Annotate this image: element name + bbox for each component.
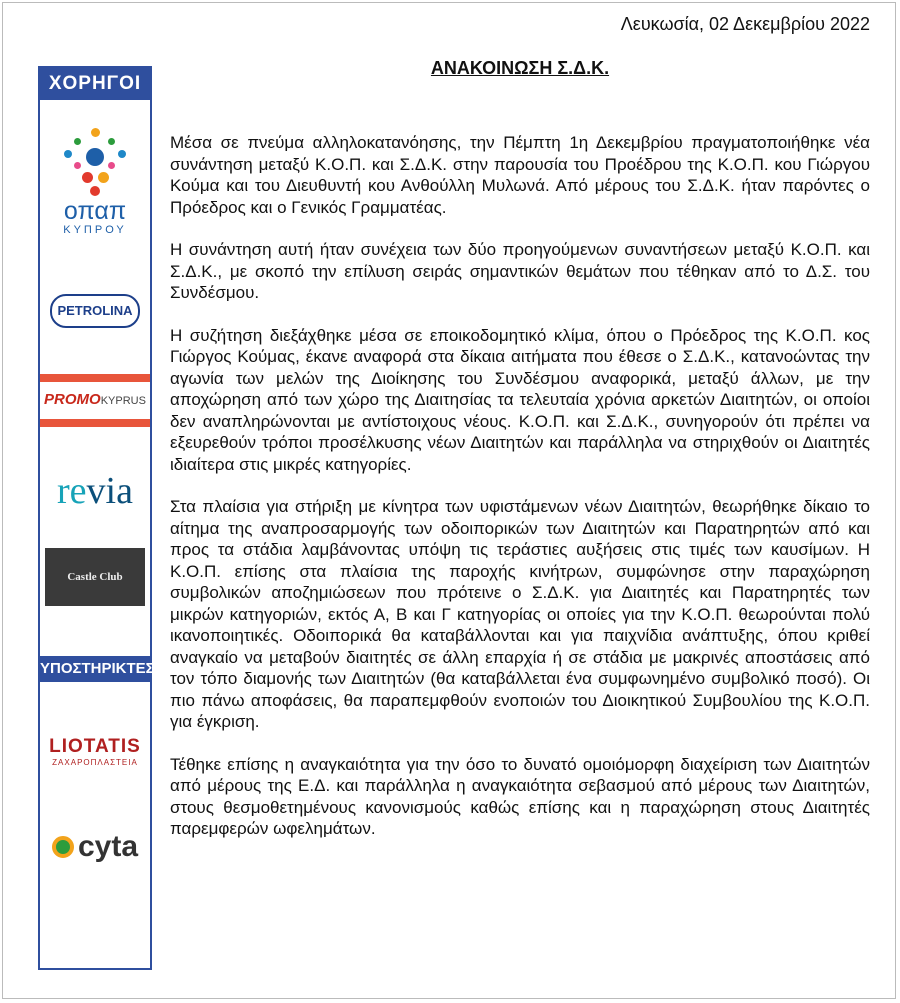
promo-bar-bottom: [40, 419, 150, 427]
revia-logo: [40, 468, 150, 518]
opap-subtitle: ΚΥΠΡΟΥ: [63, 224, 127, 236]
document-title: ΑΝΑΚΟΙΝΩΣΗ Σ.Δ.Κ.: [430, 58, 610, 78]
liotatis-wordmark: LIOTATIS: [49, 736, 141, 757]
opap-wordmark: οπαπ: [63, 197, 127, 225]
liotatis-logo: [40, 736, 150, 776]
paragraph: Η συνάντηση αυτή ήταν συνέχεια των δύο προηγούμενων συναντήσεων μεταξύ Κ.Ο.Π. και Σ.Δ.Κ., με σκοπό την επίλυση σειράς σημαντικών θεμάτων που τέθηκαν από το Δ.Σ. του Συνδέσμου.: [170, 240, 870, 302]
sponsors-heading: ΧΟΡΗΓΟΙ: [40, 68, 150, 100]
promo-bar-top: [40, 374, 150, 382]
petrolina-logo: [40, 294, 150, 340]
announcement-body: [170, 132, 870, 861]
castle-club-logo: [40, 548, 150, 608]
cyta-mark-icon: [52, 836, 74, 858]
revia-part-a: re: [57, 470, 87, 512]
paragraph: Τέθηκε επίσης η αναγκαιότητα για την όσο το δυνατό ομοιόμορφη διαχείριση των Διαιτητών από μέρους της Ε.Δ. και παράλληλα η αναγκαιότητα σεβασμού από μέρους των Διαιτητών, στους θεσμοθετημένους κανονισμούς καθώς επίσης και η παραχώρηση στους Διαιτητές παρεμφερών ωφελημάτων.: [170, 754, 870, 838]
promo-suffix: KYPRUS: [100, 395, 146, 407]
paragraph: Η συζήτηση διεξάχθηκε μέσα σε εποικοδομητικό κλίμα, όπου ο Πρόεδρος της Κ.Ο.Π. κος Γιώργος Κούμας, έκανε αναφορά στα δίκαια αιτήματα που έθεσε ο Σ.Δ.Κ., κατανοώντας την αγωνία των μελών της Διοίκησης του Συνδέσμου αναφορικά, μεταξύ άλλων, με την αποχώρηση από των χώρο της Διαιτησίας τα τελευταία χρόνια αρκετών Διαιτητών, οι οποίοι δεν αναπληρώνονται με αντίστοιχους νέους. Κ.Ο.Π. και Σ.Δ.Κ., συνηγορούν ότι πρέπει να εξευρεθούν τρόποι προσέλκυσης νέων Διαιτητών και παράλληλα να στηριχθούν οι Διαιτητές ιδιαίτερα στις μικρές κατηγορίες.: [170, 325, 870, 474]
opap-dots-icon: [60, 128, 130, 198]
promo-wordmark: [40, 382, 150, 419]
opap-logo: [40, 128, 150, 258]
document-date: Λευκωσία, 02 Δεκεμβρίου 2022: [620, 14, 870, 34]
paragraph: Μέσα σε πνεύμα αλληλοκατανόησης, την Πέμπτη 1η Δεκεμβρίου πραγματοποιήθηκε νέα συνάντηση μεταξύ Κ.Ο.Π. και Σ.Δ.Κ. στην παρουσία του Προέδρου της Κ.Ο.Π. κου Γιώργου Κούμα και του Διευθυντή κου Ανθούλλη Μυλωνά. Από μέρους του Σ.Δ.Κ. ήταν παρόντες ο Πρόεδρος και ο Γενικός Γραμματέας.: [170, 133, 870, 217]
supporters-heading: ΥΠΟΣΤΗΡΙΚΤΕΣ: [40, 656, 150, 682]
revia-part-b: via: [86, 470, 133, 512]
cyta-wordmark: cyta: [77, 830, 139, 863]
sponsors-sidebar: [38, 66, 155, 970]
revia-wordmark: [40, 468, 150, 514]
castle-club-wordmark: Castle Club: [45, 548, 145, 606]
promo-kyprus-logo: [40, 374, 150, 432]
cyta-logo: [40, 830, 150, 870]
liotatis-subtitle: ΖΑΧΑΡΟΠΛΑΣΤΕΙΑ: [52, 758, 138, 767]
petrolina-wordmark: PETROLINA: [50, 294, 140, 328]
promo-name: PROMO: [44, 391, 101, 408]
paragraph: Στα πλαίσια για στήριξη με κίνητρα των υφιστάμενων νέων Διαιτητών, θεωρήθηκε δίκαιο το αίτημα της αναπροσαρμογής των οδοιπορικών των Διαιτητών και Παρατηρητών από και προς τα στάδια λαμβάνοντας υπόψη τις τεράστιες αυξήσεις στις τιμές των καυσίμων. Η Κ.Ο.Π. επίσης στα πλαίσια της παροχής κινήτρων, συμφώνησε στην παραχώρηση συμβολικών αποζημιώσεων που πρότεινε ο Σ.Δ.Κ. για Διαιτητές και Παρατηρητές των μικρών κατηγοριών, εκτός Α, Β και Γ κατηγορίας οι οποίες για την Κ.Ο.Π. θεωρούνται πολύ ικανοποιητικές. Οδοιπορικά θα καταβάλλονται και για παιχνίδια ανάπτυξης, όπου κριθεί αναγκαίο να μεταβούν διαιτητές σε άλλη επαρχία ή σε στάδια με μακρινές αποστάσεις από τον τόπο διαμονής των Διαιτητών (θα καταβάλλεται ένα συμφωνημένο συμβολικό ποσό). Οι πιο πάνω αποφάσεις, θα παραπεμφθούν ενοποιών του Διοικητικού Συμβουλίου της Κ.Ο.Π. για έγκριση.: [170, 497, 870, 731]
